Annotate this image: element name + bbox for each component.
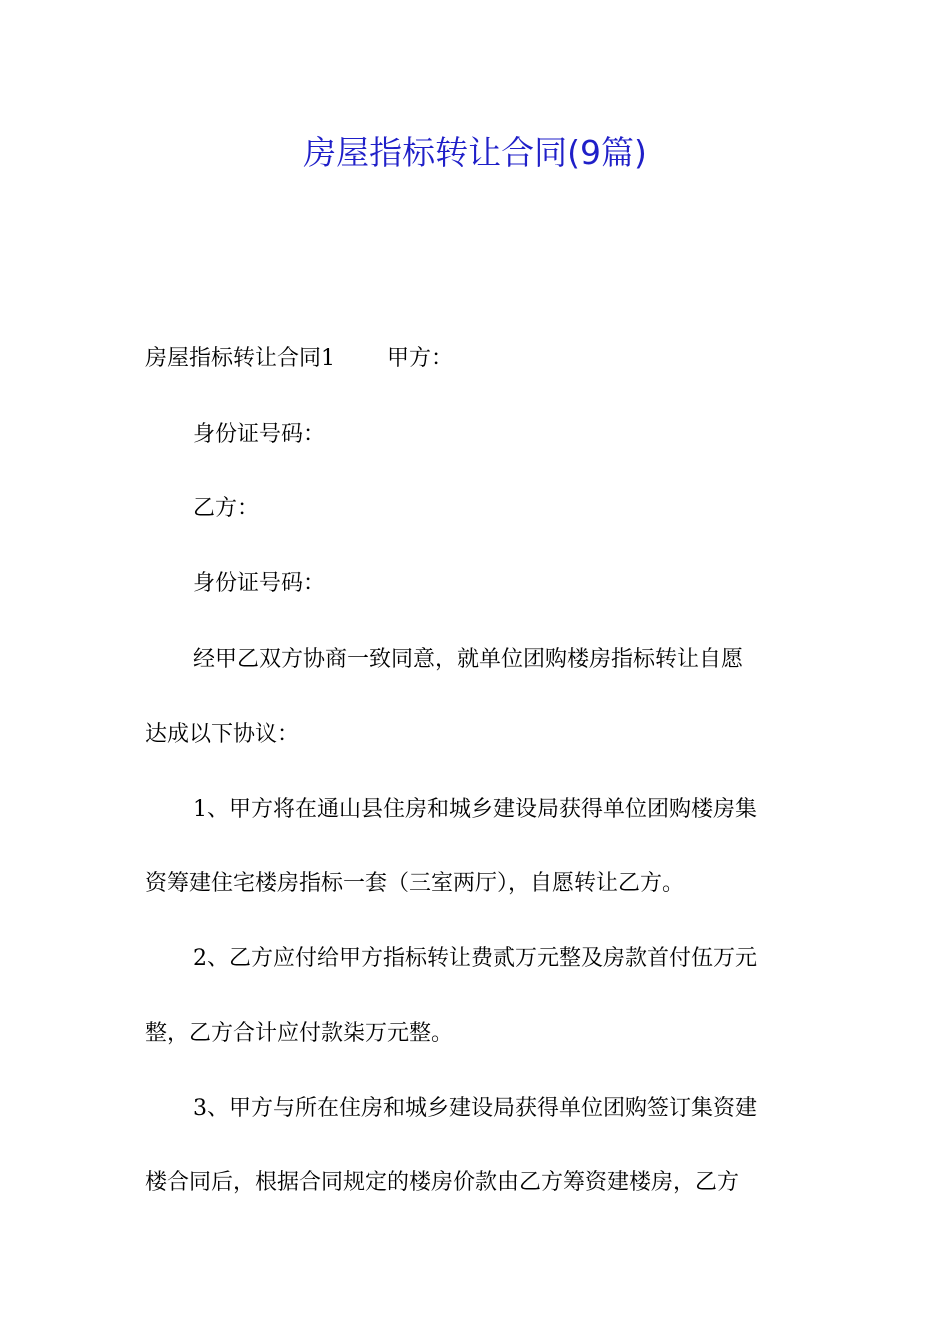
clause-1-line-1: 1、甲方将在通山县住房和城乡建设局获得单位团购楼房集 xyxy=(193,797,757,822)
party-a-id: 身份证号码： xyxy=(193,422,326,447)
intro-line-1: 经甲乙双方协商一致同意，就单位团购楼房指标转让自愿 xyxy=(193,647,744,672)
party-a-label: 甲方： xyxy=(387,346,454,371)
contract-heading: 房屋指标转让合同1 xyxy=(145,346,335,371)
intro-line-2: 达成以下协议： xyxy=(145,722,300,747)
party-b-label: 乙方： xyxy=(193,496,260,521)
party-b-id: 身份证号码： xyxy=(193,571,326,596)
clause-2-line-2: 整，乙方合计应付款柒万元整。 xyxy=(145,1021,454,1046)
first-line xyxy=(145,344,453,374)
clause-3-line-1: 3、甲方与所在住房和城乡建设局获得单位团购签订集资建 xyxy=(193,1096,757,1121)
clause-3-line-2: 楼合同后，根据合同规定的楼房价款由乙方筹资建楼房，乙方 xyxy=(145,1170,740,1195)
clause-1-line-2: 资筹建住宅楼房指标一套（三室两厅），自愿转让乙方。 xyxy=(145,871,685,896)
clause-2-line-1: 2、乙方应付给甲方指标转让费贰万元整及房款首付伍万元 xyxy=(193,946,757,971)
document-title: 房屋指标转让合同(9篇) xyxy=(303,133,647,172)
